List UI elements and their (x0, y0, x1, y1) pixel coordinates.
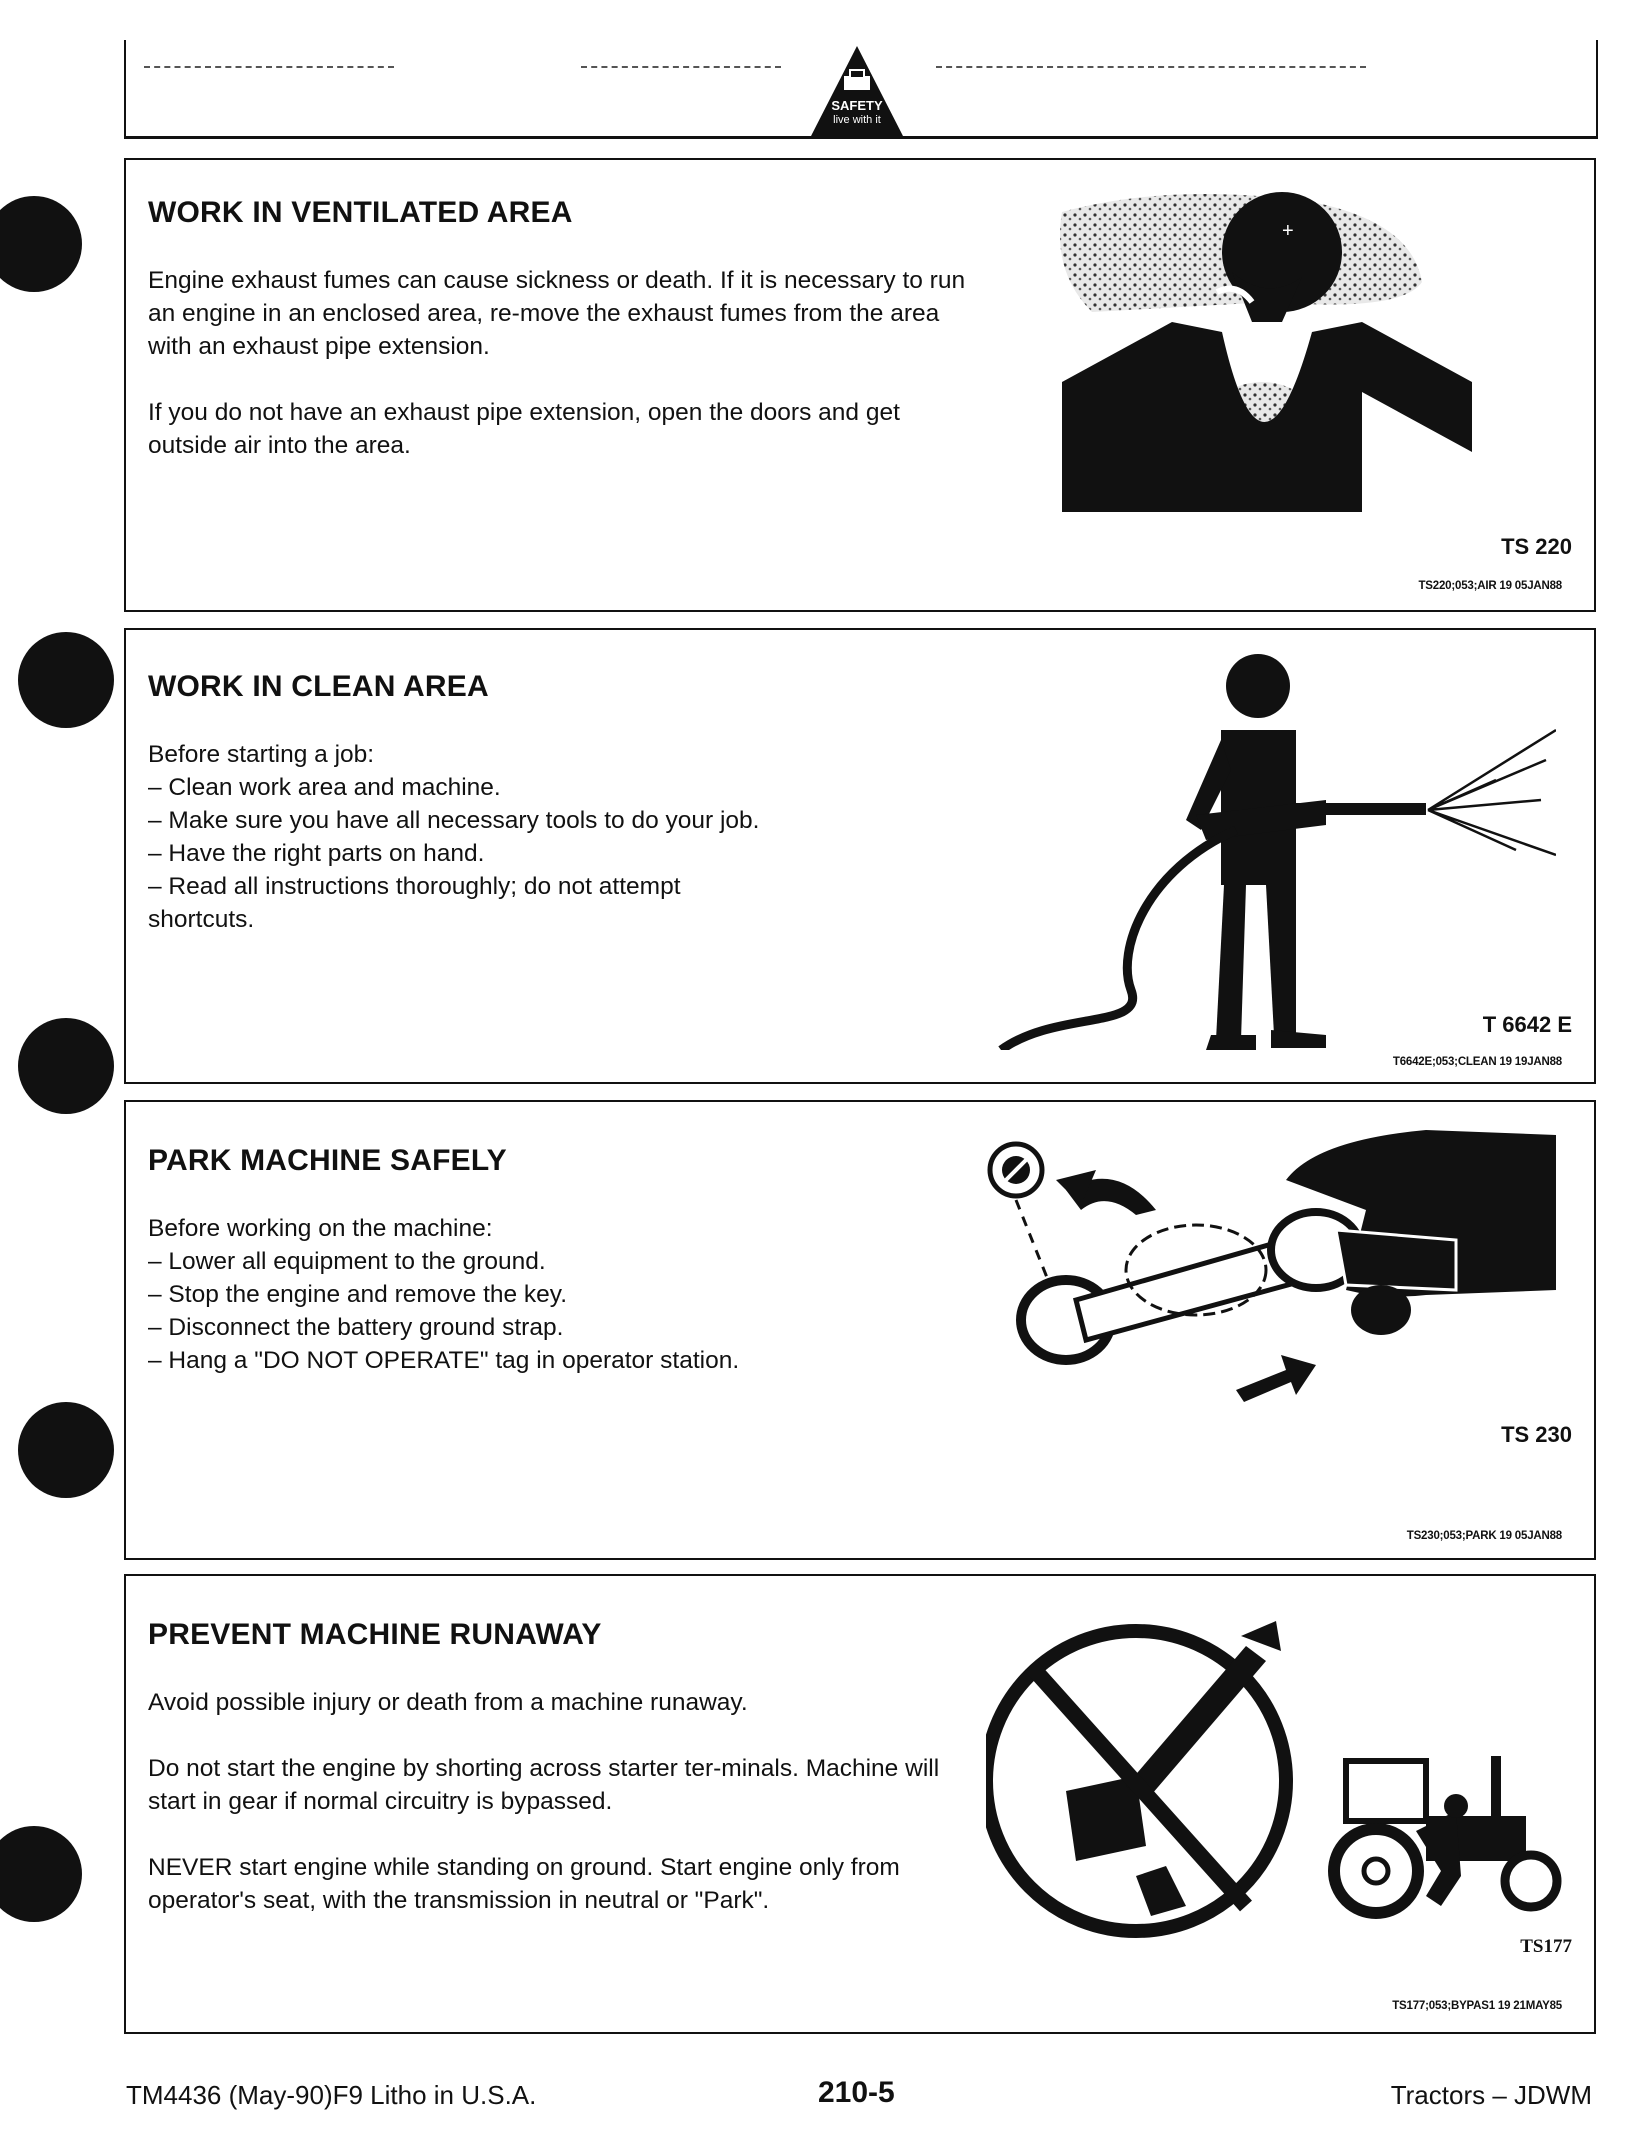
list-item: – Have the right parts on hand. (148, 840, 485, 867)
figure-id: T 6642 E (1482, 1012, 1572, 1037)
punch-hole (18, 1018, 114, 1114)
punch-hole (0, 196, 82, 292)
reference-code: TS177;053;BYPAS1 19 21MAY85 (1392, 2000, 1562, 2012)
section-park-machine (124, 1100, 1596, 1560)
paragraph: NEVER start engine while standing on ground. Start engine only from operator's seat, with the transmission in neutral or "Park". (148, 1854, 900, 1914)
pressure-washer-illustration (996, 650, 1556, 1050)
punch-hole (0, 1826, 82, 1922)
paragraph: Do not start the engine by shorting across starter ter-minals. Machine will start in gear if normal circuitry is bypassed. (148, 1755, 940, 1815)
list-item: – Clean work area and machine. (148, 774, 501, 801)
list-item: – Stop the engine and remove the key. (148, 1281, 568, 1308)
svg-text:+: + (1282, 220, 1294, 242)
paragraph: Avoid possible injury or death from a machine runaway. (148, 1689, 748, 1716)
list-item: – Read all instructions thoroughly; do not attempt shortcuts. (148, 873, 681, 933)
footer-model: Tractors – JDWM (1390, 2080, 1592, 2110)
intro-line: Before starting a job: (148, 741, 375, 768)
intro-line: Before working on the machine: (148, 1215, 493, 1242)
list-item: – Disconnect the battery ground strap. (148, 1314, 564, 1341)
punch-hole (18, 1402, 114, 1498)
exhaust-fumes-illustration (1052, 182, 1552, 512)
no-bypass-start-illustration (986, 1616, 1566, 1946)
page-number: 210-5 (818, 2076, 895, 2109)
section-clean-area (124, 628, 1596, 1084)
section-title: WORK IN VENTILATED AREA (148, 196, 573, 229)
paragraph: If you do not have an exhaust pipe extension, open the doors and get outside air into the area. (148, 399, 900, 459)
section-body (148, 1212, 978, 1377)
figure-id: TS177 (1520, 1936, 1572, 1957)
punch-hole (18, 632, 114, 728)
figure-id: TS 220 (1501, 534, 1572, 559)
section-body (148, 264, 978, 495)
figure-id: TS 230 (1501, 1422, 1572, 1447)
reference-code: TS220;053;AIR 19 05JAN88 (1418, 580, 1562, 592)
section-title: PREVENT MACHINE RUNAWAY (148, 1618, 602, 1651)
list-item: – Lower all equipment to the ground. (148, 1248, 546, 1275)
section-prevent-runaway (124, 1574, 1596, 2034)
section-title: PARK MACHINE SAFELY (148, 1144, 507, 1177)
section-body (148, 1686, 978, 1950)
section-ventilated-area (124, 158, 1596, 612)
list-item: – Make sure you have all necessary tools to do your job. (148, 807, 760, 834)
paragraph: Engine exhaust fumes can cause sickness or death. If it is necessary to run an engine in an enclosed area, re-move the exhaust fumes from the area with an exhaust pipe extension. (148, 267, 966, 360)
list-item: – Hang a "DO NOT OPERATE" tag in operator station. (148, 1347, 740, 1374)
footer-document-id: TM4436 (May-90)F9 Litho in U.S.A. (126, 2080, 537, 2110)
reference-code: T6642E;053;CLEAN 19 19JAN88 (1392, 1056, 1562, 1068)
safety-badge-line2: live with it (833, 114, 881, 126)
section-body (148, 738, 978, 936)
ignition-key-illustration (986, 1120, 1556, 1420)
safety-badge-line1: SAFETY (831, 98, 883, 113)
reference-code: TS230;053;PARK 19 05JAN88 (1406, 1530, 1562, 1542)
section-title: WORK IN CLEAN AREA (148, 670, 489, 703)
